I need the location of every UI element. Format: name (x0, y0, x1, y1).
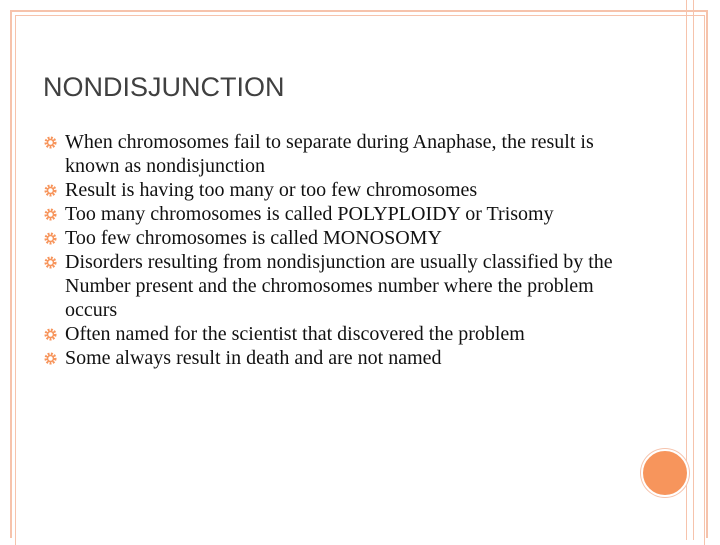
bullet-text: When chromosomes fail to separate during Anaphase, the result is known as nondisjunction (65, 131, 594, 177)
bullet-item (44, 250, 644, 322)
bullet-item (44, 226, 644, 250)
gear-icon (44, 352, 57, 365)
gear-icon (44, 328, 57, 341)
gear-icon (44, 232, 57, 245)
bullet-text: Some always result in death and are not named (65, 347, 442, 369)
gear-icon (44, 184, 57, 197)
bullet-text: Disorders resulting from nondisjunction are usually classified by the Number present and the chromosomes number where the problem occurs (65, 251, 613, 321)
bullet-item (44, 346, 644, 370)
bullet-text: Often named for the scientist that discovered the problem (65, 323, 525, 345)
right-border-line (686, 0, 687, 540)
gear-icon (44, 208, 57, 221)
bullet-item (44, 202, 644, 226)
bullet-list (44, 130, 644, 370)
decorative-circle (641, 449, 689, 497)
bullet-item (44, 178, 644, 202)
bullet-text: Too few chromosomes is called MONOSOMY (65, 227, 442, 249)
bullet-text: Result is having too many or too few chromosomes (65, 179, 478, 201)
bullet-text: Too many chromosomes is called POLYPLOIDY or Trisomy (65, 203, 554, 225)
right-border-line (693, 0, 694, 540)
gear-icon (44, 136, 57, 149)
bullet-item (44, 130, 644, 178)
bullet-item (44, 322, 644, 346)
gear-icon (44, 256, 57, 269)
slide-title: NONDISJUNCTION (43, 72, 285, 102)
